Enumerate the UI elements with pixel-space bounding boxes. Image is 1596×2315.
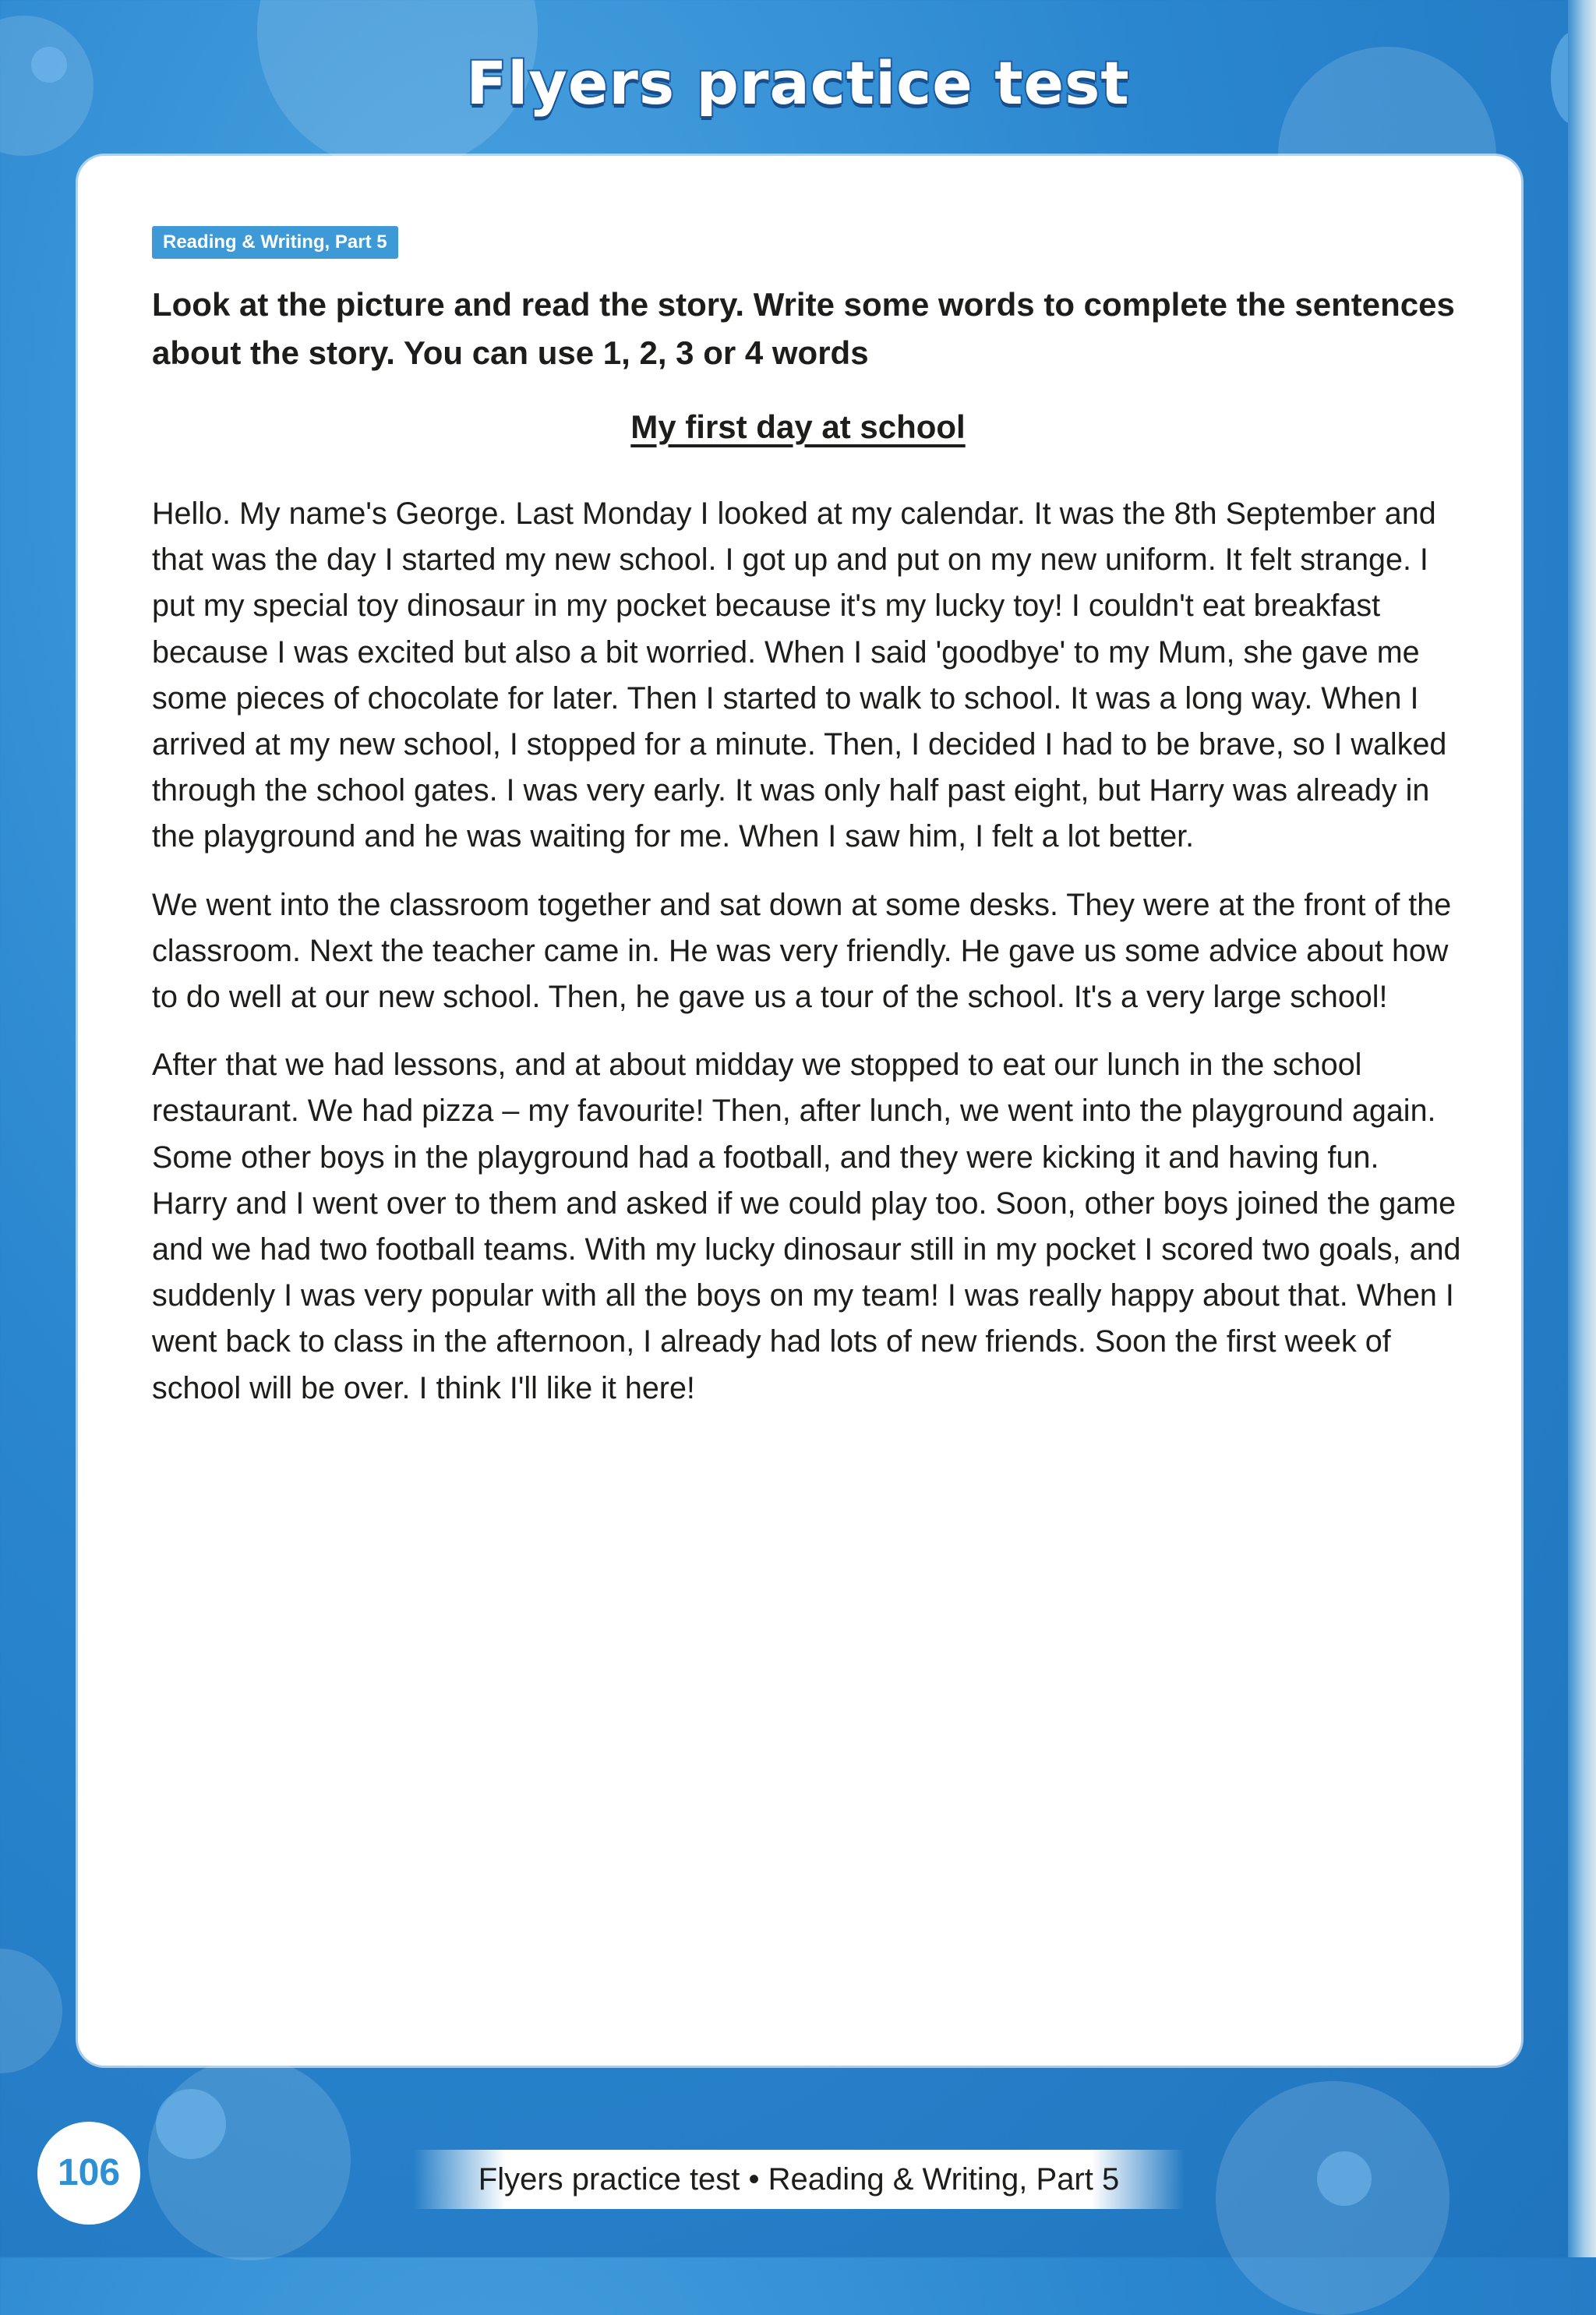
page-number: 106	[37, 2122, 140, 2225]
instructions: Look at the picture and read the story. Write some words to complete the sentences about the story. You can use 1, 2, 3 or 4 words	[152, 286, 1455, 371]
story-paragraph: Hello. My name's George. Last Monday I looked at my calendar. It was the 8th September and that was the day I started my new school. I got up and put on my new uniform. It felt strange. I put my special toy dinosaur in my pocket because it's my lucky toy! I couldn't eat breakfast because I was excited but also a bit worried. When I said 'goodbye' to my Mum, she gave me some pieces of chocolate for later. Then I started to walk to school. It was a long way. When I arrived at my new school, I stopped for a minute. Then, I decided I had to be brave, so I walked through the school gates. I was very early. It was only half past eight, but Harry was already in the playground and he was waiting for me. When I saw him, I felt a lot better.	[152, 497, 1447, 854]
story-title: My first day at school	[630, 408, 966, 445]
background-bubble	[148, 2058, 351, 2260]
page-title: Flyers practice test	[466, 48, 1130, 118]
background-bubble	[1317, 2151, 1372, 2206]
section-tag: Reading & Writing, Part 5	[152, 226, 398, 259]
page-edge	[1568, 0, 1596, 2257]
story-paragraph: We went into the classroom together and sat down at some desks. They were at the front of the classroom. Next the teacher came in. He was very friendly. He gave us some advice about how to do well at our new school. Then, he gave us a tour of the school. It's a very large school!	[152, 887, 1452, 1015]
story-text	[152, 491, 1461, 1433]
footer-caption: Flyers practice test • Reading & Writing, Part 5	[413, 2150, 1185, 2209]
background-bubble	[0, 1949, 62, 2073]
story-paragraph: After that we had lessons, and at about midday we stopped to eat our lunch in the school restaurant. We had pizza – my favourite! Then, after lunch, we went into the playground again. Some other boys in the playground had a football, and they were kicking it and having fun. Harry and I went over to them and asked if we could play too. Soon, other boys joined the game and we had two football teams. With my lucky dinosaur still in my pocket I scored two goals, and suddenly I was very popular with all the boys on my team! I was really happy about that. When I went back to class in the afternoon, I already had lots of new friends. Soon the first week of school will be over. I think I'll like it here!	[152, 1048, 1461, 1405]
background-bubble	[156, 2089, 226, 2159]
